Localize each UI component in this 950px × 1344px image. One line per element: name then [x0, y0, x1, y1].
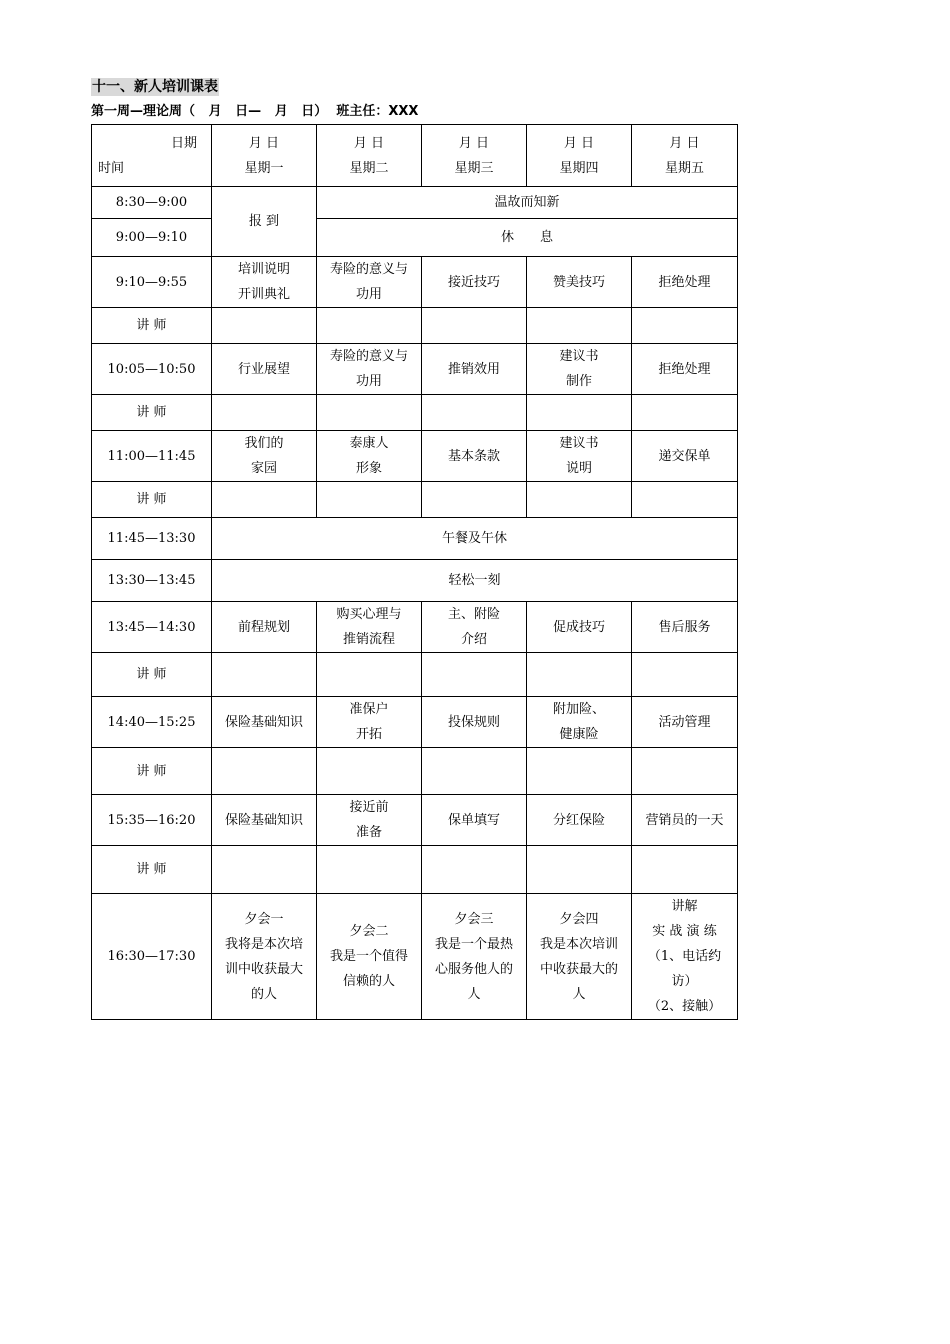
table-row: [92, 431, 738, 482]
session-cell: 保险基础知识: [212, 697, 317, 748]
lecturer-label: 讲 师: [92, 308, 212, 344]
session-cell: 拒绝处理: [632, 257, 738, 308]
header-row: [92, 125, 738, 187]
session-line: 开拓: [355, 727, 382, 742]
session-line: 开训典礼: [237, 287, 290, 302]
session-cell: [317, 431, 422, 482]
session-line: 访）: [671, 974, 698, 989]
session-cell: [212, 257, 317, 308]
lecturer-row: [92, 846, 738, 894]
session-line: 健康险: [559, 727, 599, 742]
lecturer-row: [92, 308, 738, 344]
session-line: （1、电话约: [647, 949, 722, 964]
session-line: 的人: [250, 986, 277, 1002]
session-line: 形象: [355, 461, 382, 476]
day-weekday: 星期四: [559, 160, 599, 176]
session-cell: [527, 431, 632, 482]
span-activity: 温故而知新: [317, 187, 738, 219]
session-cell: 递交保单: [632, 431, 738, 482]
corner-cell: [92, 125, 212, 187]
session-cell: 促成技巧: [527, 602, 632, 653]
session-line: （2、接触）: [647, 999, 722, 1014]
time-slot: 9:10—9:55: [92, 257, 212, 308]
session-line: 培训说明: [237, 262, 290, 277]
session-line: 购买心理与: [336, 607, 402, 622]
table-row: [92, 344, 738, 395]
session-line: 说明: [565, 461, 592, 476]
session-line: 讲解: [671, 899, 698, 914]
session-line: 我是本次培训: [539, 936, 618, 952]
day-date: 月 日: [563, 135, 595, 151]
lecturer-row: [92, 748, 738, 795]
lecturer-label: 讲 师: [92, 395, 212, 431]
session-cell: [317, 344, 422, 395]
day-header: [317, 125, 422, 187]
session-line: 功用: [355, 287, 382, 302]
session-line: 我是一个最热: [434, 936, 513, 952]
session-line: 建议书: [559, 349, 599, 364]
lecturer-label: 讲 师: [92, 748, 212, 795]
table-row: [92, 187, 738, 219]
session-line: 准备: [355, 825, 382, 840]
session-line: 接近前: [349, 800, 389, 815]
evening-meeting-cell: [317, 894, 422, 1020]
table-row: [92, 219, 738, 257]
session-cell: 投保规则: [422, 697, 527, 748]
session-cell: 赞美技巧: [527, 257, 632, 308]
session-line: 夕会三: [454, 911, 494, 927]
session-cell: [317, 795, 422, 846]
time-slot: 16:30—17:30: [92, 894, 212, 1020]
session-line: 夕会二: [349, 924, 389, 939]
day-date: 月 日: [669, 135, 700, 151]
lecturer-label: 讲 师: [92, 653, 212, 697]
schedule-subtitle: 第一周—理论周（ 月 日— 月 日） 班主任：XXX: [91, 104, 419, 119]
session-line: 人: [572, 986, 586, 1002]
session-line: 附加险、: [552, 702, 605, 717]
lecturer-label: 讲 师: [92, 846, 212, 894]
span-activity: 休 息: [317, 219, 738, 257]
day-header: [527, 125, 632, 187]
session-line: 主、附险: [447, 607, 500, 622]
evening-meeting-cell: [212, 894, 317, 1020]
time-slot: 10:05—10:50: [92, 344, 212, 395]
session-line: 心服务他人的: [434, 961, 513, 977]
lecturer-row: [92, 482, 738, 518]
table-row: [92, 795, 738, 846]
session-cell: [422, 602, 527, 653]
span-activity: 轻松一刻: [212, 560, 738, 602]
session-line: 寿险的意义与: [329, 262, 408, 277]
session-line: 夕会一: [244, 911, 284, 927]
session-cell: 售后服务: [632, 602, 738, 653]
session-line: 寿险的意义与: [329, 349, 408, 364]
session-cell: 保单填写: [422, 795, 527, 846]
table-row: [92, 697, 738, 748]
session-cell: [317, 697, 422, 748]
session-cell: [317, 257, 422, 308]
time-slot: 9:00—9:10: [92, 219, 212, 257]
session-line: 功用: [355, 374, 382, 389]
lecturer-row: [92, 395, 738, 431]
day-weekday: 星期二: [349, 160, 389, 176]
session-line: 我们的: [244, 436, 284, 451]
session-line: 介绍: [460, 632, 487, 647]
session-cell: 营销员的一天: [632, 795, 738, 846]
session-cell: [527, 344, 632, 395]
table-row: [92, 602, 738, 653]
document-title: 十一、新人培训课表: [92, 79, 218, 95]
session-line: 实 战 演 练: [652, 924, 717, 939]
day-weekday: 星期五: [664, 160, 704, 176]
time-slot: 15:35—16:20: [92, 795, 212, 846]
session-cell: [317, 602, 422, 653]
session-cell: 前程规划: [212, 602, 317, 653]
session-line: 准保户: [349, 702, 389, 717]
session-cell: 保险基础知识: [212, 795, 317, 846]
session-line: 推销流程: [342, 632, 395, 647]
time-slot: 11:00—11:45: [92, 431, 212, 482]
session-cell: 分红保险: [527, 795, 632, 846]
evening-meeting-cell: [527, 894, 632, 1020]
training-schedule-table: [91, 124, 738, 1020]
day-weekday: 星期一: [244, 160, 284, 176]
session-cell: 活动管理: [632, 697, 738, 748]
session-cell: 推销效用: [422, 344, 527, 395]
time-slot: 11:45—13:30: [92, 518, 212, 560]
lecturer-label: 讲 师: [92, 482, 212, 518]
checkin-cell: 报 到: [212, 187, 317, 257]
session-line: 制作: [565, 374, 592, 389]
table-row: [92, 894, 738, 1020]
session-line: 人: [467, 986, 481, 1002]
evening-meeting-cell: [632, 894, 738, 1020]
day-header: [422, 125, 527, 187]
lecturer-row: [92, 653, 738, 697]
session-cell: 基本条款: [422, 431, 527, 482]
session-cell: [212, 431, 317, 482]
session-line: 训中收获最大: [224, 961, 303, 977]
session-cell: 接近技巧: [422, 257, 527, 308]
table-row: [92, 257, 738, 308]
session-line: 信赖的人: [342, 974, 395, 989]
day-weekday: 星期三: [454, 160, 494, 176]
corner-date-label: 日期: [170, 135, 197, 151]
time-slot: 14:40—15:25: [92, 697, 212, 748]
span-activity: 午餐及午休: [212, 518, 738, 560]
session-cell: 拒绝处理: [632, 344, 738, 395]
evening-meeting-cell: [422, 894, 527, 1020]
session-cell: 行业展望: [212, 344, 317, 395]
session-line: 夕会四: [559, 911, 599, 927]
time-slot: 13:45—14:30: [92, 602, 212, 653]
session-line: 我是一个值得: [329, 949, 408, 964]
session-cell: [527, 697, 632, 748]
day-date: 月 日: [248, 135, 280, 151]
session-line: 建议书: [559, 436, 599, 451]
table-row: [92, 518, 738, 560]
time-slot: 13:30—13:45: [92, 560, 212, 602]
session-line: 家园: [250, 461, 277, 476]
time-slot: 8:30—9:00: [92, 187, 212, 219]
day-date: 月 日: [353, 135, 385, 151]
day-date: 月 日: [458, 135, 490, 151]
table-row: [92, 560, 738, 602]
session-line: 泰康人: [349, 436, 389, 451]
day-header: [212, 125, 317, 187]
corner-time-label: 时间: [98, 160, 125, 176]
session-line: 中收获最大的: [539, 961, 618, 977]
day-header: [632, 125, 738, 187]
session-line: 我将是本次培: [224, 936, 303, 952]
